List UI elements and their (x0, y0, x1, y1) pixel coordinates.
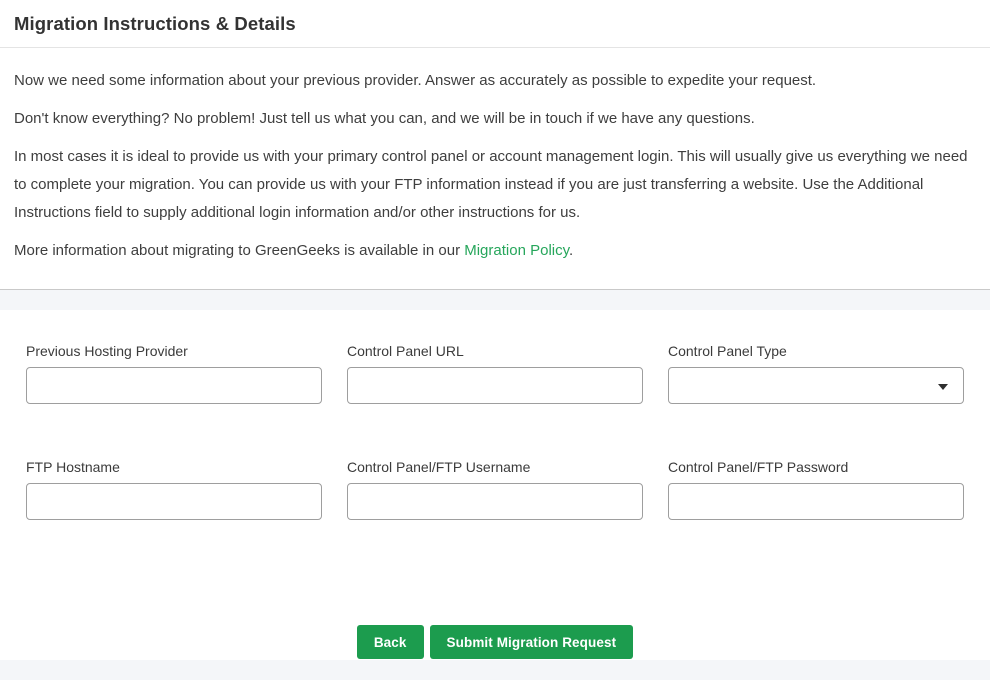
control-panel-type-select[interactable] (668, 367, 964, 404)
section-separator (0, 290, 990, 310)
control-panel-type-select-wrap (668, 367, 964, 404)
migration-form-card (0, 310, 990, 660)
instruction-paragraph: In most cases it is ideal to provide us with your primary control panel or account management login. This will usually give us everything we need to complete your migration. You can provide us with your FTP information instead if you are just transferring a website. Use the Additional Instructions field to supply additional login information and/or other instructions for us. (14, 148, 968, 221)
instruction-paragraph: Now we need some information about your previous provider. Answer as accurately as possible to expedite your request. (14, 72, 817, 89)
back-button[interactable]: Back (357, 625, 424, 659)
instructions-body (0, 48, 990, 289)
field-control-panel-type (668, 343, 964, 404)
field-control-panel-url (347, 343, 643, 404)
migration-policy-link[interactable]: Migration Policy (464, 242, 569, 259)
card-header (0, 0, 990, 48)
more-info-text: More information about migrating to GreenGeeks is available in our (14, 242, 465, 259)
field-label: Control Panel/FTP Password (668, 459, 849, 475)
field-label: FTP Hostname (26, 459, 120, 475)
more-info-suffix: . (569, 242, 574, 259)
field-cp-ftp-username (347, 459, 643, 520)
field-ftp-hostname (26, 459, 322, 520)
instruction-paragraph: Don't know everything? No problem! Just tell us what you can, and we will be in touch if we have any questions. (14, 110, 755, 127)
field-cp-ftp-password (668, 459, 964, 520)
page-title: Migration Instructions & Details (14, 13, 296, 34)
form-grid (26, 343, 964, 520)
field-label: Control Panel Type (668, 343, 787, 359)
instructions-card (0, 0, 990, 290)
ftp-hostname-input[interactable] (26, 483, 322, 520)
field-label: Control Panel URL (347, 343, 464, 359)
control-panel-url-input[interactable] (347, 367, 643, 404)
control-panel-ftp-username-input[interactable] (347, 483, 643, 520)
previous-hosting-provider-input[interactable] (26, 367, 322, 404)
control-panel-ftp-password-input[interactable] (668, 483, 964, 520)
more-info-paragraph (14, 237, 975, 265)
submit-migration-request-button[interactable]: Submit Migration Request (430, 625, 634, 659)
field-previous-hosting-provider (26, 343, 322, 404)
form-actions (26, 625, 964, 659)
field-label: Control Panel/FTP Username (347, 459, 531, 475)
field-label: Previous Hosting Provider (26, 343, 188, 359)
